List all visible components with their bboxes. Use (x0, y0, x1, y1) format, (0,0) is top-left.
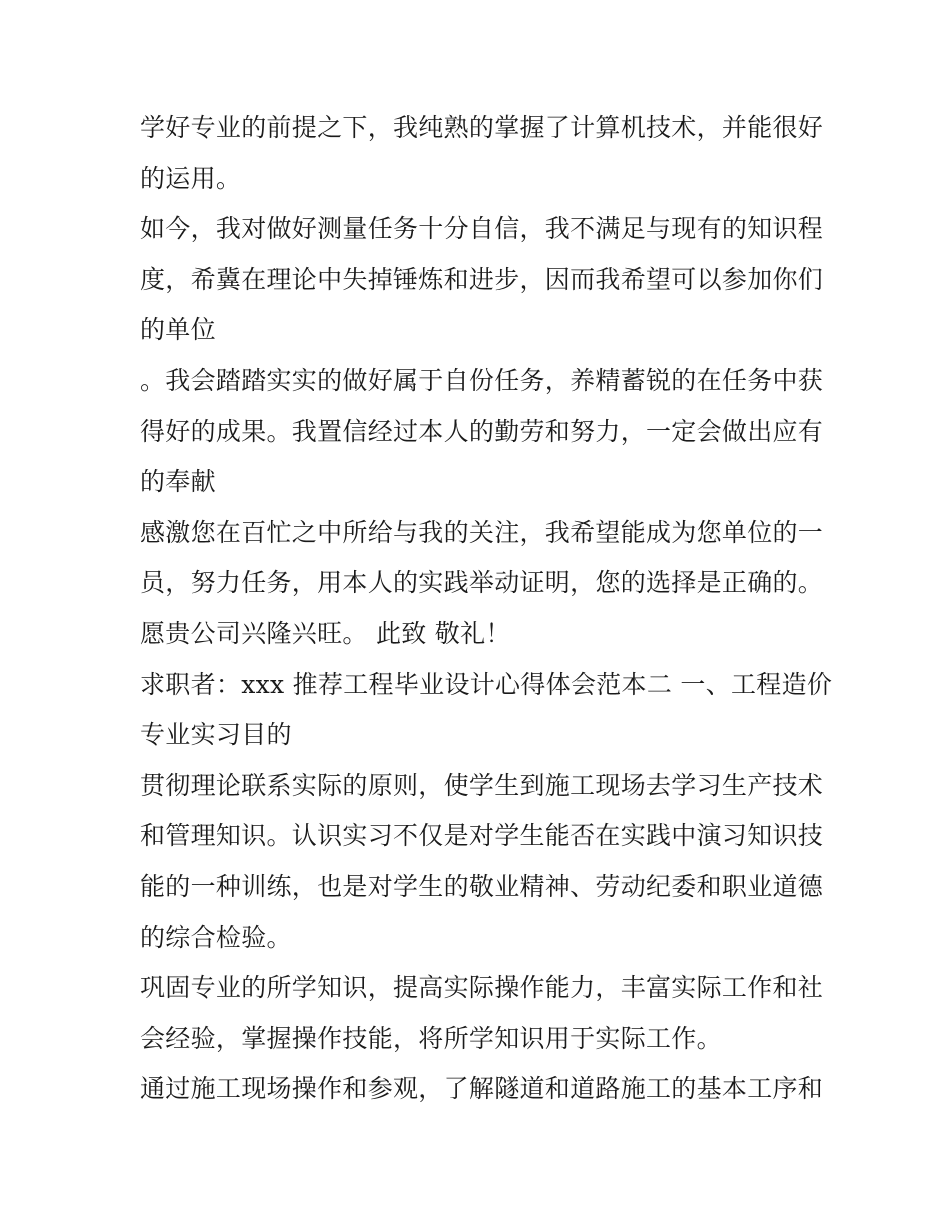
text-line: 员，努力任务，用本人的实践举动证明，您的选择是正确的。 (140, 568, 824, 598)
text-line: 通过施工现场操作和参观，了解隧道和道路施工的基本工序和 (140, 1074, 824, 1104)
text-line: 得好的成果。我置信经过本人的勤劳和努力，一定会做出应有 (140, 416, 824, 446)
text-line: 感激您在百忙之中所给与我的关注，我希望能成为您单位的一 (140, 517, 824, 547)
text-line: 的单位 (140, 315, 216, 345)
text-line: 度，希冀在理论中失掉锤炼和进步，因而我希望可以参加你们 (140, 264, 824, 294)
text-line: 。我会踏踏实实的做好属于自份任务，养精蓄锐的在任务中获 (140, 365, 824, 395)
text-line: 的运用。 (140, 163, 242, 193)
text-line: 专业实习目的 (140, 720, 292, 750)
text-line: 会经验，掌握操作技能，将所学知识用于实际工作。 (140, 1023, 722, 1053)
text-line: 能的一种训练，也是对学生的敬业精神、劳动纪委和职业道德 (140, 871, 824, 901)
text-line: 愿贵公司兴隆兴旺。 此致 敬礼！ (140, 618, 511, 648)
text-line: 和管理知识。认识实习不仅是对学生能否在实践中演习知识技 (140, 821, 824, 851)
text-line: 巩固专业的所学知识，提高实际操作能力，丰富实际工作和社 (140, 973, 824, 1003)
text-line: 如今，我对做好测量任务十分自信，我不满足与现有的知识程 (140, 214, 824, 244)
text-line: 的奉献 (140, 467, 216, 497)
text-line: 的综合检验。 (140, 922, 292, 952)
text-line: 学好专业的前提之下，我纯熟的掌握了计算机技术，并能很好 (140, 113, 824, 142)
text-line: 贯彻理论联系实际的原则，使学生到施工现场去学习生产技术 (140, 770, 824, 800)
document-body (140, 103, 833, 1115)
text-line: 求职者：xxx 推荐工程毕业设计心得体会范本二 一、工程造价 (140, 669, 833, 699)
